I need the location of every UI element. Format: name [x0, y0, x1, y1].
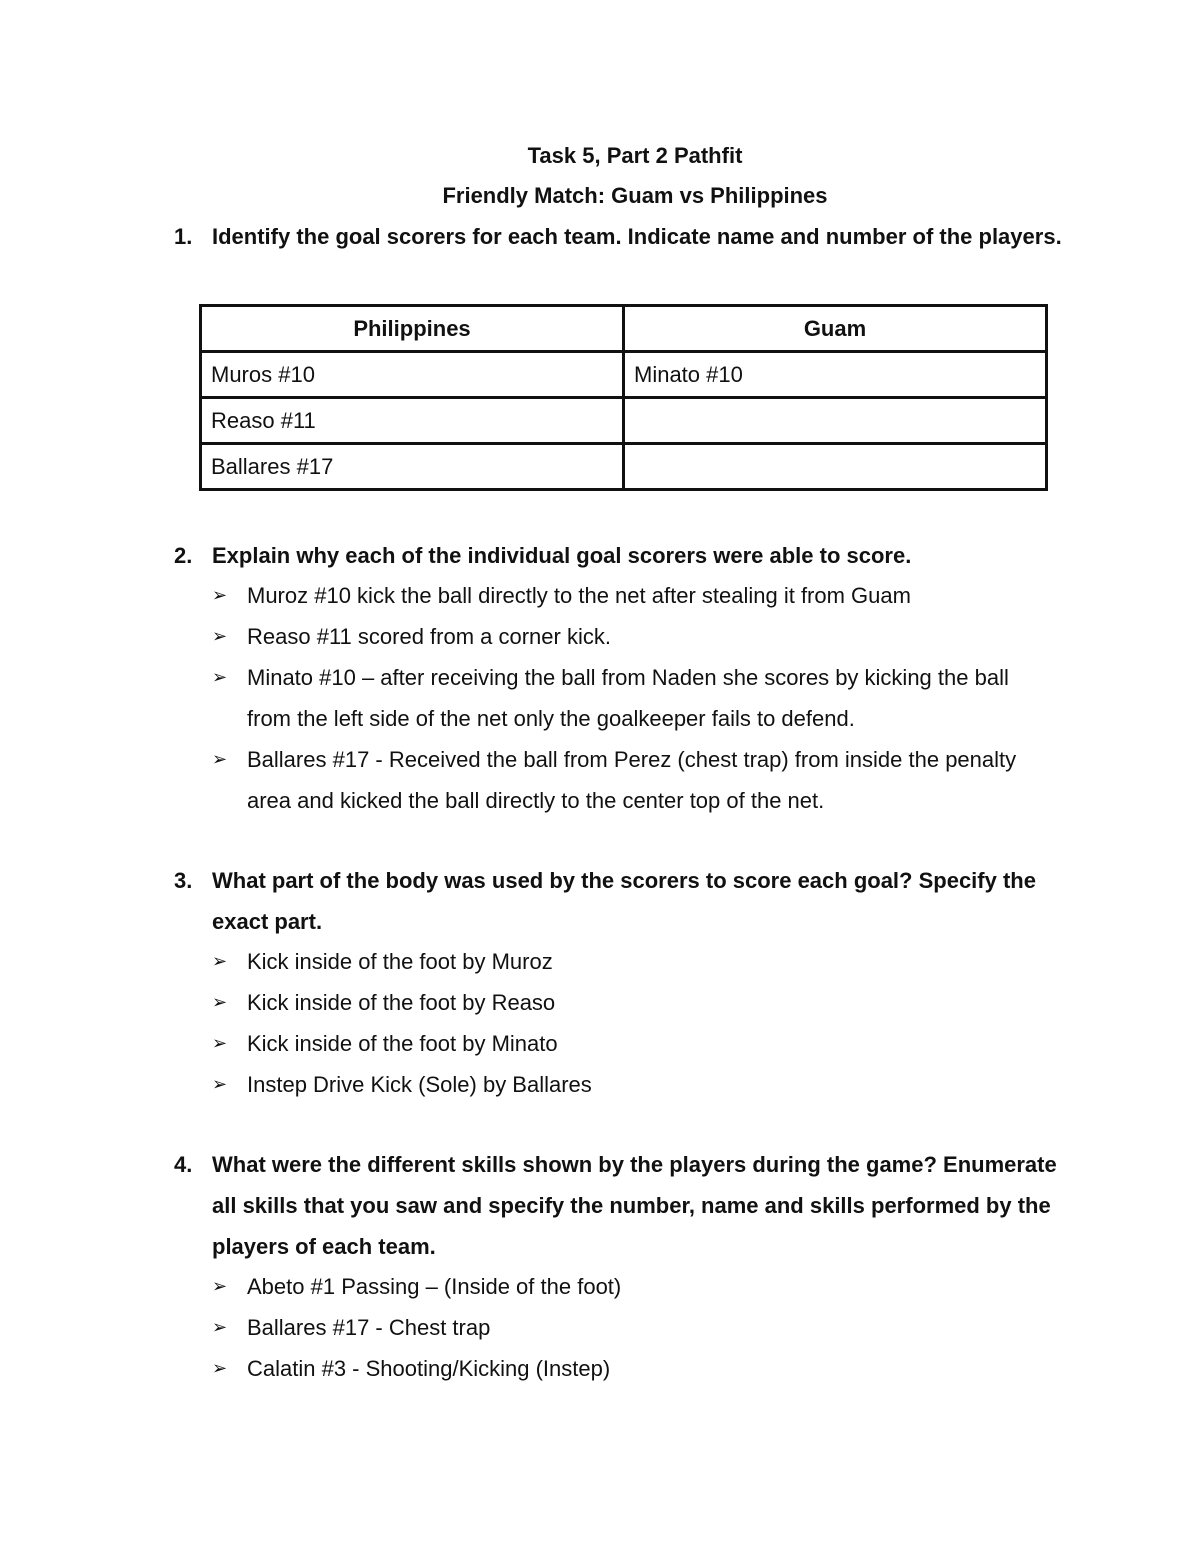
list-item-text: Ballares #17 - Chest trap: [247, 1315, 491, 1340]
list-item-text: Kick inside of the foot by Minato: [247, 1031, 558, 1056]
goal-scorers-table: [199, 304, 1048, 491]
list-item-text: Calatin #3 - Shooting/Kicking (Instep): [247, 1356, 611, 1381]
question-2: [174, 535, 1064, 576]
list-item-text: Ballares #17 - Received the ball from Perez (chest trap) from inside the penalty area and kicked the ball directly to the center top of the net.: [247, 747, 1017, 813]
question-number: 1.: [174, 224, 193, 249]
list-item: [212, 575, 1042, 616]
table-row: [201, 352, 1047, 398]
table-cell: Reaso #11: [201, 398, 624, 444]
list-item-text: Reaso #11 scored from a corner kick.: [247, 624, 611, 649]
question-3: [174, 860, 1064, 942]
list-item-text: Muroz #10 kick the ball directly to the net after stealing it from Guam: [247, 583, 911, 608]
arrow-bullet-icon: ➢: [212, 992, 228, 1012]
list-item-text: Instep Drive Kick (Sole) by Ballares: [247, 1072, 592, 1097]
question-number: 3.: [174, 868, 193, 893]
table-cell: [624, 444, 1047, 490]
arrow-bullet-icon: ➢: [212, 1276, 228, 1296]
question-text: What were the different skills shown by the players during the game? Enumerate all skills that you saw and specify the number, name and skills performed by the players of each team.: [212, 1152, 1057, 1259]
table-row: [201, 444, 1047, 490]
document-title: Task 5, Part 2 Pathfit: [527, 143, 743, 168]
list-item-text: Kick inside of the foot by Reaso: [247, 990, 556, 1015]
list-item: [212, 1023, 1042, 1064]
question-text: Identify the goal scorers for each team. Indicate name and number of the players.: [212, 224, 1062, 249]
arrow-bullet-icon: ➢: [212, 626, 228, 646]
list-item: [212, 941, 1042, 982]
arrow-bullet-icon: ➢: [212, 1317, 228, 1337]
arrow-bullet-icon: ➢: [212, 1074, 228, 1094]
arrow-bullet-icon: ➢: [212, 951, 228, 971]
table-row: [201, 398, 1047, 444]
table-header-row: [201, 306, 1047, 352]
list-item: [212, 1307, 1042, 1348]
question-1: [174, 216, 1064, 257]
list-item: [212, 657, 1042, 739]
arrow-bullet-icon: ➢: [212, 1033, 228, 1053]
document-subtitle: Friendly Match: Guam vs Philippines: [442, 183, 828, 208]
table-cell: [624, 398, 1047, 444]
question-text: Explain why each of the individual goal scorers were able to score.: [212, 543, 912, 568]
list-item-text: Abeto #1 Passing – (Inside of the foot): [247, 1274, 622, 1299]
arrow-bullet-icon: ➢: [212, 667, 228, 687]
list-item: [212, 739, 1042, 821]
arrow-bullet-icon: ➢: [212, 749, 228, 769]
arrow-bullet-icon: ➢: [212, 585, 228, 605]
list-item: [212, 982, 1042, 1023]
column-header-guam: Guam: [624, 306, 1047, 352]
question-text: What part of the body was used by the scorers to score each goal? Specify the exact part.: [212, 868, 1036, 934]
list-item: [212, 1348, 1042, 1389]
list-item: [212, 616, 1042, 657]
column-header-philippines: Philippines: [201, 306, 624, 352]
question-number: 2.: [174, 543, 193, 568]
arrow-bullet-icon: ➢: [212, 1358, 228, 1378]
list-item: [212, 1064, 1042, 1105]
table-cell: Ballares #17: [201, 444, 624, 490]
list-item: [212, 1266, 1042, 1307]
question-number: 4.: [174, 1152, 193, 1177]
list-item-text: Kick inside of the foot by Muroz: [247, 949, 553, 974]
table-cell: Minato #10: [624, 352, 1047, 398]
list-item-text: Minato #10 – after receiving the ball from Naden she scores by kicking the ball from the left side of the net only the goalkeeper fails to defend.: [247, 665, 1009, 731]
question-4: [174, 1144, 1064, 1267]
table-cell: Muros #10: [201, 352, 624, 398]
